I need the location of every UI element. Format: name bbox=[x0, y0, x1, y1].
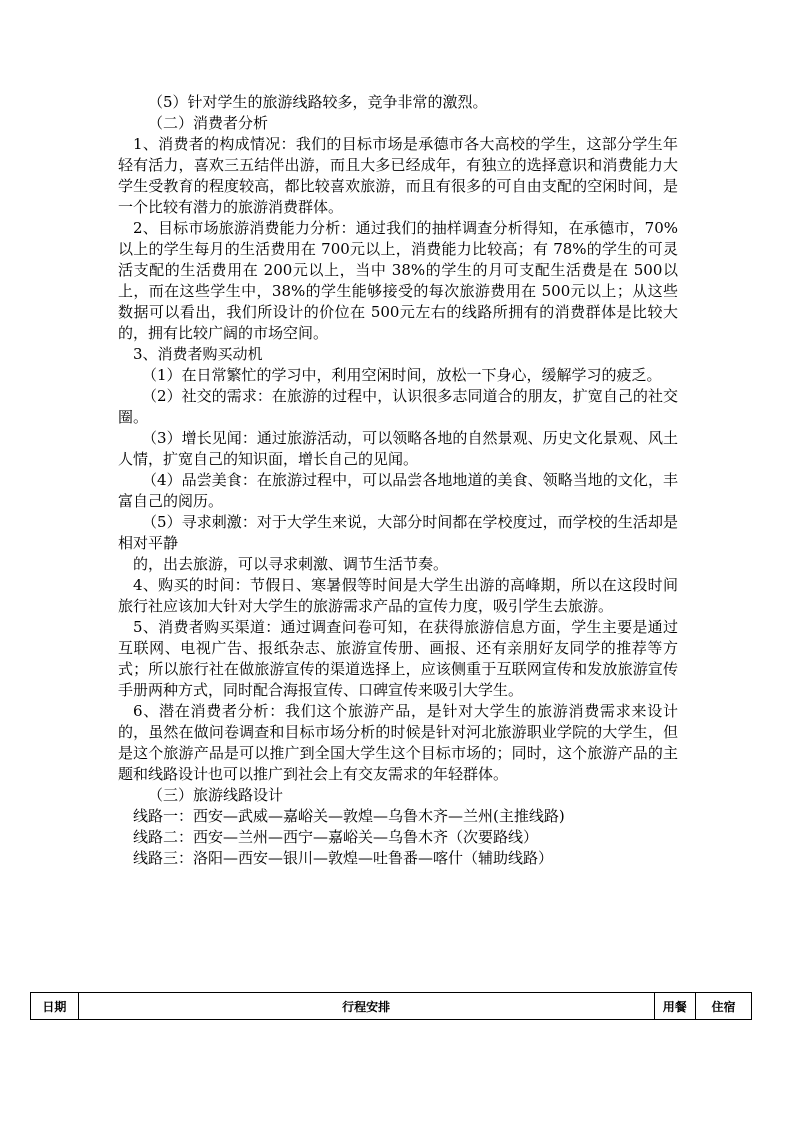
route-three: 线路三：洛阳—西安—银川—敦煌—吐鲁番—喀什（辅助线路） bbox=[133, 849, 554, 867]
section-heading-consumer-analysis: （二）消费者分析 bbox=[148, 114, 269, 132]
route-two: 线路二：西安—兰州—西宁—嘉峪关—乌鲁木齐（次要路线） bbox=[133, 828, 539, 846]
paragraph-purchase-motive-heading: 3、消费者购买动机 bbox=[133, 345, 263, 363]
paragraph-motive-3: （3）增长见闻：通过旅游活动，可以领略各地的自然景观、历史文化景观、风土人情，扩宽自己的知识面，增长自己的见闻。 bbox=[118, 429, 678, 468]
paragraph-competition: （5）针对学生的旅游线路较多，竞争非常的激烈。 bbox=[148, 93, 488, 111]
paragraph-potential-consumers: 6、潜在消费者分析：我们这个旅游产品，是针对大学生的旅游消费需求来设计的，虽然在做问卷调查和目标市场分析的时候是针对河北旅游职业学院的大学生，但是这个旅游产品是可以推广到全国大学生这个目标市场的；同时，这个旅游产品的主题和线路设计也可以推广到社会上有交友需求的年轻群体。 bbox=[118, 702, 678, 783]
paragraph-motive-2: （2）社交的需求：在旅游的过程中，认识很多志同道合的朋友，扩宽自己的社交圈。 bbox=[118, 387, 678, 426]
header-date: 日期 bbox=[31, 993, 79, 1020]
paragraph-spending-power: 2、目标市场旅游消费能力分析：通过我们的抽样调查分析得知，在承德市，70%以上的学生每月的生活费用在 700元以上，消费能力比较高；有 78%的学生的可灵活支配的生活费用在 200元以上，当中 38%的学生的月可支配生活费是在 500以上，而在这些学生中，38%的学生能够接受的每次旅游费用在 500元以上；从这些数据可以看出，我们所设计的价位在 500元左右的线路所拥有的消费群体是比较大的，拥有比较广阔的市场空间。 bbox=[118, 219, 678, 342]
paragraph-motive-4: （4）品尝美食：在旅游过程中，可以品尝各地地道的美食、领略当地的文化，丰富自己的阅历。 bbox=[118, 471, 678, 510]
header-stay: 住宿 bbox=[696, 993, 752, 1020]
paragraph-motive-5-cont: 的，出去旅游，可以寻求刺激、调节生活节奏。 bbox=[133, 555, 449, 573]
paragraph-consumer-composition: 1、消费者的构成情况：我们的目标市场是承德市各大高校的学生，这部分学生年轻有活力，喜欢三五结伴出游，而且大多已经成年，有独立的选择意识和消费能力大学生受教育的程度较高，都比较喜欢旅游，而且有很多的可自由支配的空闲时间，是一个比较有潜力的旅游消费群体。 bbox=[118, 135, 678, 216]
itinerary-table bbox=[30, 992, 752, 1020]
route-one: 线路一：西安—武威—嘉峪关—敦煌—乌鲁木齐—兰州(主推线路) bbox=[133, 807, 565, 825]
section-heading-route-design: （三）旅游线路设计 bbox=[148, 786, 284, 804]
paragraph-motive-5: （5）寻求刺激：对于大学生来说，大部分时间都在学校度过，而学校的生活却是相对平静 bbox=[118, 513, 678, 552]
paragraph-purchase-time: 4、购买的时间：节假日、寒暑假等时间是大学生出游的高峰期，所以在这段时间旅行社应该加大针对大学生的旅游需求产品的宣传力度，吸引学生去旅游。 bbox=[118, 576, 678, 615]
header-meal: 用餐 bbox=[654, 993, 696, 1020]
paragraph-purchase-channel: 5、消费者购买渠道：通过调查问卷可知，在获得旅游信息方面，学生主要是通过互联网、电视广告、报纸杂志、旅游宣传册、画报、还有亲朋好友同学的推荐等方式；所以旅行社在做旅游宣传的渠道选择上，应该侧重于互联网宣传和发放旅游宣传手册两种方式，同时配合海报宣传、口碑宣传来吸引大学生。 bbox=[118, 618, 678, 699]
paragraph-motive-1: （1）在日常繁忙的学习中，利用空闲时间，放松一下身心，缓解学习的疲乏。 bbox=[142, 366, 662, 384]
document-body bbox=[118, 92, 678, 869]
table-header-row bbox=[31, 993, 752, 1020]
header-plan: 行程安排 bbox=[78, 993, 654, 1020]
